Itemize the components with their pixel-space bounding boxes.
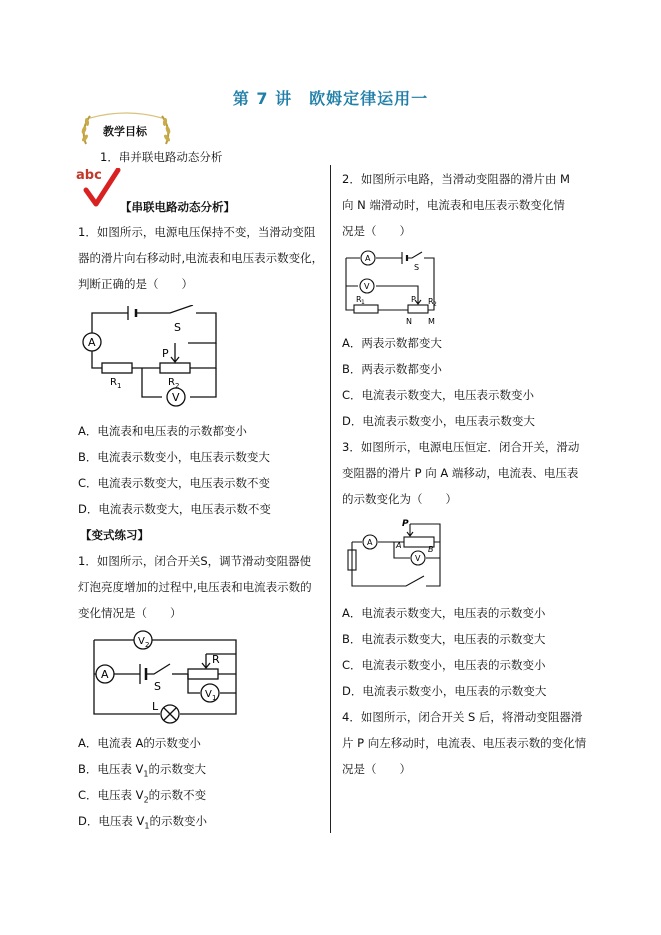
v1-line-2: 灯泡亮度增加的过程中,电压表和电流表示数的 bbox=[78, 580, 312, 594]
v1-option-a[interactable]: A．电流表 A的示数变小 bbox=[78, 736, 201, 750]
v1-line-1: 1．如图所示，闭合开关S，调节滑动变阻器使 bbox=[78, 554, 312, 568]
q3-label-p: P bbox=[402, 519, 409, 529]
q3-slider bbox=[407, 524, 440, 542]
v1-option-d[interactable]: D．电压表 $V_1$的示数变小 bbox=[78, 814, 207, 831]
q2-option-a[interactable]: A．两表示数都变大 bbox=[342, 336, 442, 350]
q3-label-end-b: B bbox=[428, 545, 434, 554]
badge-label: 教学目标 bbox=[103, 125, 147, 138]
q2-r2 bbox=[408, 305, 428, 313]
q1-label-r1: R bbox=[110, 377, 117, 388]
q1-label-v: V bbox=[172, 391, 180, 404]
q2-label-r1-sub: 1 bbox=[361, 299, 365, 306]
q3-circuit-diagram bbox=[344, 514, 448, 594]
q1-slider-arrow bbox=[171, 343, 179, 362]
v1-label-v1: V bbox=[205, 689, 212, 700]
q1-option-d[interactable]: D．电流表示数变大，电压表示数不变 bbox=[78, 502, 271, 516]
q2-circuit-diagram bbox=[342, 246, 462, 328]
section-variant-heading: 【变式练习】 bbox=[80, 528, 149, 542]
q1-option-a[interactable]: A．电流表和电压表的示数都变小 bbox=[78, 424, 247, 438]
q2-label-a: A bbox=[365, 254, 371, 263]
q1-label-r1-sub: 1 bbox=[117, 382, 122, 390]
q1-r1 bbox=[102, 363, 132, 373]
q3-line-1: 3．如图所示，电源电压恒定．闭合开关，滑动 bbox=[342, 440, 580, 454]
v1-label-v2-sub: 2 bbox=[145, 641, 150, 649]
v1-label-v2: V bbox=[138, 636, 145, 647]
q2-label-p: P bbox=[411, 295, 416, 304]
q2-option-d[interactable]: D．电流表示数变小，电压表示数变大 bbox=[342, 414, 535, 428]
q3-line-3: 的示数变化为（ ） bbox=[342, 492, 457, 506]
q1-label-s: S bbox=[174, 321, 181, 334]
v1-rheostat bbox=[188, 669, 218, 679]
q2-label-m: M bbox=[428, 317, 435, 326]
q2-label-n: N bbox=[406, 317, 412, 326]
q3-option-d[interactable]: D．电流表示数变小，电压表的示数变大 bbox=[342, 684, 547, 698]
v1-line-3: 变化情况是（ ） bbox=[78, 606, 182, 620]
v1-option-b[interactable]: B．电压表 $V_1$的示数变大 bbox=[78, 762, 207, 779]
q1-switch bbox=[136, 305, 193, 313]
q1-line-1: 1．如图所示，电源电压保持不变，当滑动变阻 bbox=[78, 225, 316, 239]
v1-lamp-icon bbox=[161, 705, 179, 723]
q1-line-3: 判断正确的是（ ） bbox=[78, 277, 193, 291]
q1-r2 bbox=[160, 363, 190, 373]
q2-label-r1: R bbox=[356, 295, 362, 304]
q4-line-2: 片 P 向左移动时，电流表、电压表示数的变化情 bbox=[342, 736, 587, 750]
q3-option-b[interactable]: B．电流表示数变大，电压表的示数变大 bbox=[342, 632, 546, 646]
q3-label-end-a: A bbox=[396, 541, 402, 550]
q3-option-a[interactable]: A．电流表示数变大，电压表的示数变小 bbox=[342, 606, 546, 620]
q2-r1 bbox=[354, 305, 378, 313]
q3-label-ammeter: A bbox=[367, 538, 373, 547]
v1-circuit-diagram bbox=[88, 630, 248, 725]
q2-option-b[interactable]: B．两表示数都变小 bbox=[342, 362, 442, 376]
v1-label-s: S bbox=[154, 680, 161, 693]
q1-line-2: 器的滑片向右移动时,电流表和电压表示数变化， bbox=[78, 251, 324, 265]
q1-label-a: A bbox=[88, 336, 96, 349]
q2-line-1: 2．如图所示电路，当滑动变阻器的滑片由 M bbox=[342, 172, 570, 186]
q2-line-2: 向 N 端滑动时，电流表和电压表示数变化情 bbox=[342, 198, 565, 212]
objective-item: 1．串并联电路动态分析 bbox=[100, 150, 223, 164]
q1-circuit-diagram bbox=[78, 305, 248, 410]
q1-label-r2-sub: 2 bbox=[175, 382, 180, 390]
page-title: 第 7 讲 欧姆定律运用一 bbox=[232, 89, 429, 108]
v1-label-r: R bbox=[212, 653, 220, 666]
q3-option-c[interactable]: C．电流表示数变小，电压表的示数变小 bbox=[342, 658, 546, 672]
q4-line-1: 4．如图所示，闭合开关 S 后，将滑动变阻器滑 bbox=[342, 710, 583, 724]
q2-label-r2: R bbox=[428, 297, 434, 306]
q3-label-v: V bbox=[415, 554, 421, 563]
v1-label-v1-sub: 1 bbox=[212, 694, 217, 702]
v1-switch bbox=[146, 664, 170, 674]
q1-option-c[interactable]: C．电流表示数变大，电压表示数不变 bbox=[78, 476, 271, 490]
section-series-heading: 【串联电路动态分析】 bbox=[120, 200, 235, 214]
q2-label-r2-sub: 2 bbox=[433, 301, 437, 308]
q3-line-2: 变阻器的滑片 P 向 A 端移动，电流表、电压表 bbox=[342, 466, 579, 480]
q4-line-3: 况是（ ） bbox=[342, 762, 411, 776]
q2-option-c[interactable]: C．电流表示数变大，电压表示数变小 bbox=[342, 388, 535, 402]
q1-option-b[interactable]: B．电流表示数变小，电压表示数变大 bbox=[78, 450, 270, 464]
column-divider bbox=[330, 165, 331, 833]
q1-label-r2: R bbox=[168, 377, 175, 388]
v1-label-l: L bbox=[152, 700, 159, 713]
q1-label-p: P bbox=[162, 347, 169, 360]
abc-text: abc bbox=[76, 168, 102, 183]
v1-option-c[interactable]: C．电压表 $V_2$的示数不变 bbox=[78, 788, 207, 805]
q2-label-s: S bbox=[414, 263, 420, 272]
abc-check-icon bbox=[76, 168, 122, 208]
v1-label-a: A bbox=[101, 668, 109, 681]
q2-line-3: 况是（ ） bbox=[342, 224, 411, 238]
q2-label-v: V bbox=[364, 282, 370, 291]
